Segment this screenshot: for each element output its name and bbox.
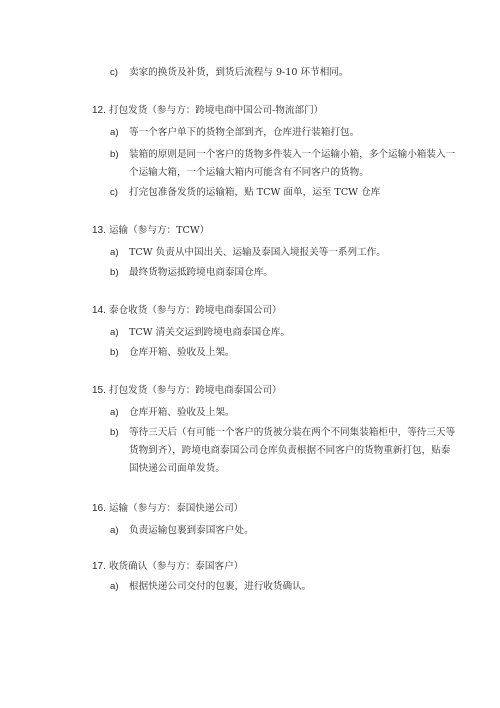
item-marker: a) [110, 327, 119, 338]
item-marker: a) [110, 525, 119, 536]
item-text-continuation: 货物到齐），跨境电商泰国公司仓库负责根据不同客户的货物重新打包，贴泰 [129, 445, 451, 456]
item-text: 根据快递公司交付的包裹，进行收货确认。 [129, 581, 312, 592]
item-marker: a) [110, 127, 119, 138]
item-marker: a) [110, 247, 119, 258]
section-heading [92, 384, 282, 397]
section-heading [92, 104, 323, 117]
section-number: 13. [92, 225, 106, 236]
item-marker: c) [110, 187, 118, 198]
item-text: 卖家的换货及补货，到货后流程与 9-10 环节相同。 [129, 67, 349, 78]
item-text-continuation: 国快递公司面单发货。 [129, 463, 225, 474]
item-text: 装箱的原则是同一个客户的货物多件装入一个运输小箱，多个运输小箱装入一 [129, 149, 456, 160]
section-heading [92, 502, 243, 515]
section-title: 泰仓收货（参与方：跨境电商泰国公司） [108, 305, 282, 316]
section-heading [92, 304, 282, 317]
item-marker: a) [110, 407, 119, 418]
section-title: 运输（参与方：TCW） [108, 225, 210, 236]
section-number: 12. [92, 105, 106, 116]
item-text: 等待三天后（有可能一个客户的货被分装在两个不同集装箱柜中，等待三天等 [129, 427, 456, 438]
item-marker: b) [110, 427, 119, 438]
item-text: 最终货物运抵跨境电商泰国仓库。 [129, 267, 273, 278]
section-title: 运输（参与方：泰国快递公司） [108, 503, 244, 514]
item-text: TCW 清关交运到跨境电商泰国仓库。 [129, 327, 290, 338]
section-title: 打包发货（参与方：跨境电商中国公司-物流部门） [108, 105, 324, 116]
section-number: 14. [92, 305, 106, 316]
item-text: 打完包准备发货的运输箱，贴 TCW 面单，运至 TCW 仓库 [129, 187, 381, 198]
item-text-continuation: 个运输大箱，一个运输大箱内可能含有不同客户的货物。 [129, 167, 369, 178]
item-marker: b) [110, 149, 119, 160]
item-text: 仓库开箱、验收及上架。 [129, 407, 235, 418]
section-number: 17. [92, 561, 106, 572]
section-number: 15. [92, 385, 106, 396]
item-marker: b) [110, 267, 119, 278]
item-text: 仓库开箱、验收及上架。 [129, 347, 235, 358]
section-title: 打包发货（参与方：跨境电商泰国公司） [108, 385, 282, 396]
item-text: 等一个客户单下的货物全部到齐，仓库进行装箱打包。 [129, 127, 360, 138]
item-marker: b) [110, 347, 119, 358]
section-number: 16. [92, 503, 106, 514]
item-text: 负责运输包裹到泰国客户处。 [129, 525, 254, 536]
item-text: TCW 负责从中国出关、运输及泰国入境报关等一系列工作。 [129, 247, 386, 258]
section-title: 收货确认（参与方：泰国客户） [108, 561, 244, 572]
item-marker: c) [110, 67, 118, 78]
section-heading [92, 224, 209, 237]
section-heading [92, 560, 243, 573]
item-marker: a) [110, 581, 119, 592]
